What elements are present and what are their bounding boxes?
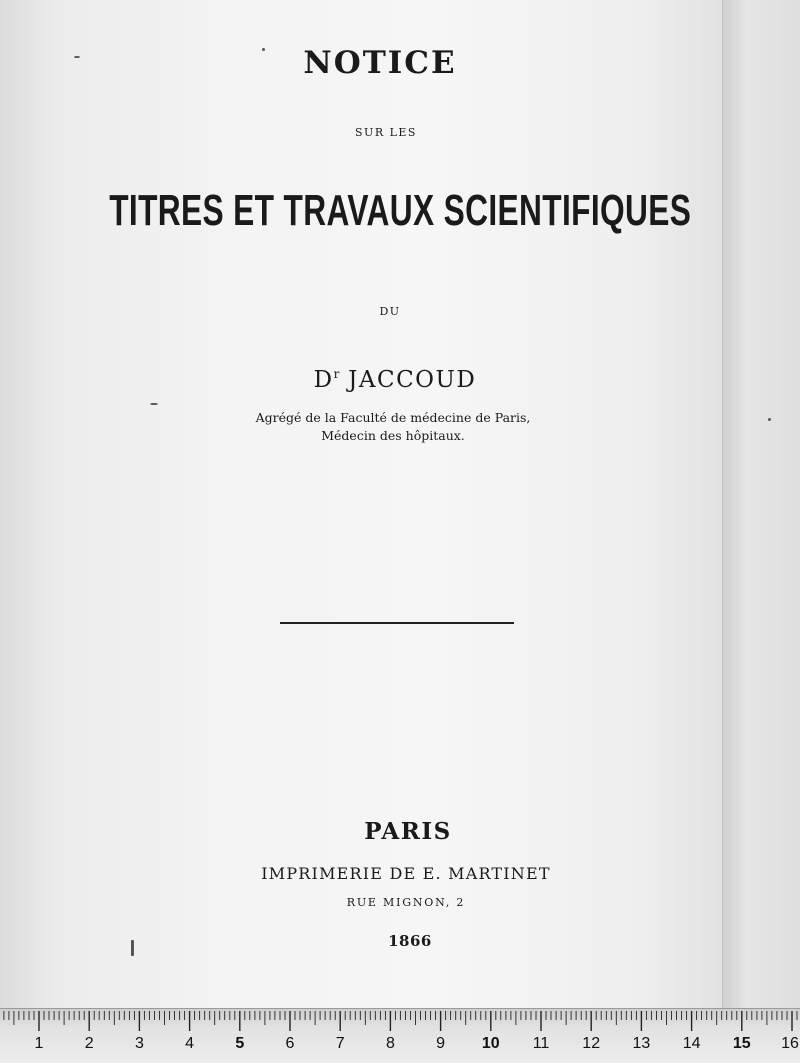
ruler-number: 10 [481, 1035, 500, 1052]
paper-speck [768, 418, 771, 421]
paper-speck [150, 403, 158, 405]
imprint-city: PARIS [364, 818, 452, 845]
ruler-number: 7 [335, 1035, 345, 1052]
paper-speck [262, 48, 265, 51]
imprint-year: 1866 [388, 932, 432, 950]
separator-rule [280, 622, 514, 624]
paper-speck [131, 940, 134, 956]
ruler-ticks [0, 1009, 800, 1063]
ruler-number: 16 [781, 1035, 799, 1052]
ruler-number: 13 [632, 1035, 651, 1052]
author-prefix-sup: r [333, 367, 340, 381]
subheading-sur-les: SUR LES [355, 126, 417, 139]
ruler-number: 1 [34, 1035, 44, 1052]
author-affiliation-1: Agrégé de la Faculté de médecine de Paris, [255, 410, 531, 425]
imprint-printer: IMPRIMERIE DE E. MARTINET [261, 864, 551, 883]
ruler-number: 6 [285, 1035, 295, 1052]
main-title: TITRES ET TRAVAUX SCIENTIFIQUES [109, 186, 692, 235]
author-affiliation-2: Médecin des hôpitaux. [321, 428, 465, 443]
ruler-number: 15 [732, 1035, 751, 1052]
ruler-number: 9 [436, 1035, 446, 1052]
ruler-number: 2 [84, 1035, 94, 1052]
ruler-number: 4 [185, 1035, 195, 1052]
measuring-ruler [0, 1008, 800, 1063]
ruler-number: 12 [582, 1035, 601, 1052]
ruler-number: 14 [682, 1035, 701, 1052]
author-name [0, 367, 790, 393]
ruler-number: 11 [532, 1035, 550, 1052]
ruler-number: 3 [134, 1035, 144, 1052]
subheading-du: DU [379, 305, 401, 318]
ruler-number: 8 [385, 1035, 395, 1052]
imprint-street: RUE MIGNON, 2 [346, 896, 466, 909]
author-surname: JACCOUD [348, 367, 477, 393]
ruler-number: 5 [235, 1035, 245, 1052]
page-edge [722, 0, 800, 1008]
author-prefix: D [313, 367, 334, 393]
paper-speck [74, 56, 80, 58]
heading-notice: NOTICE [303, 45, 457, 81]
